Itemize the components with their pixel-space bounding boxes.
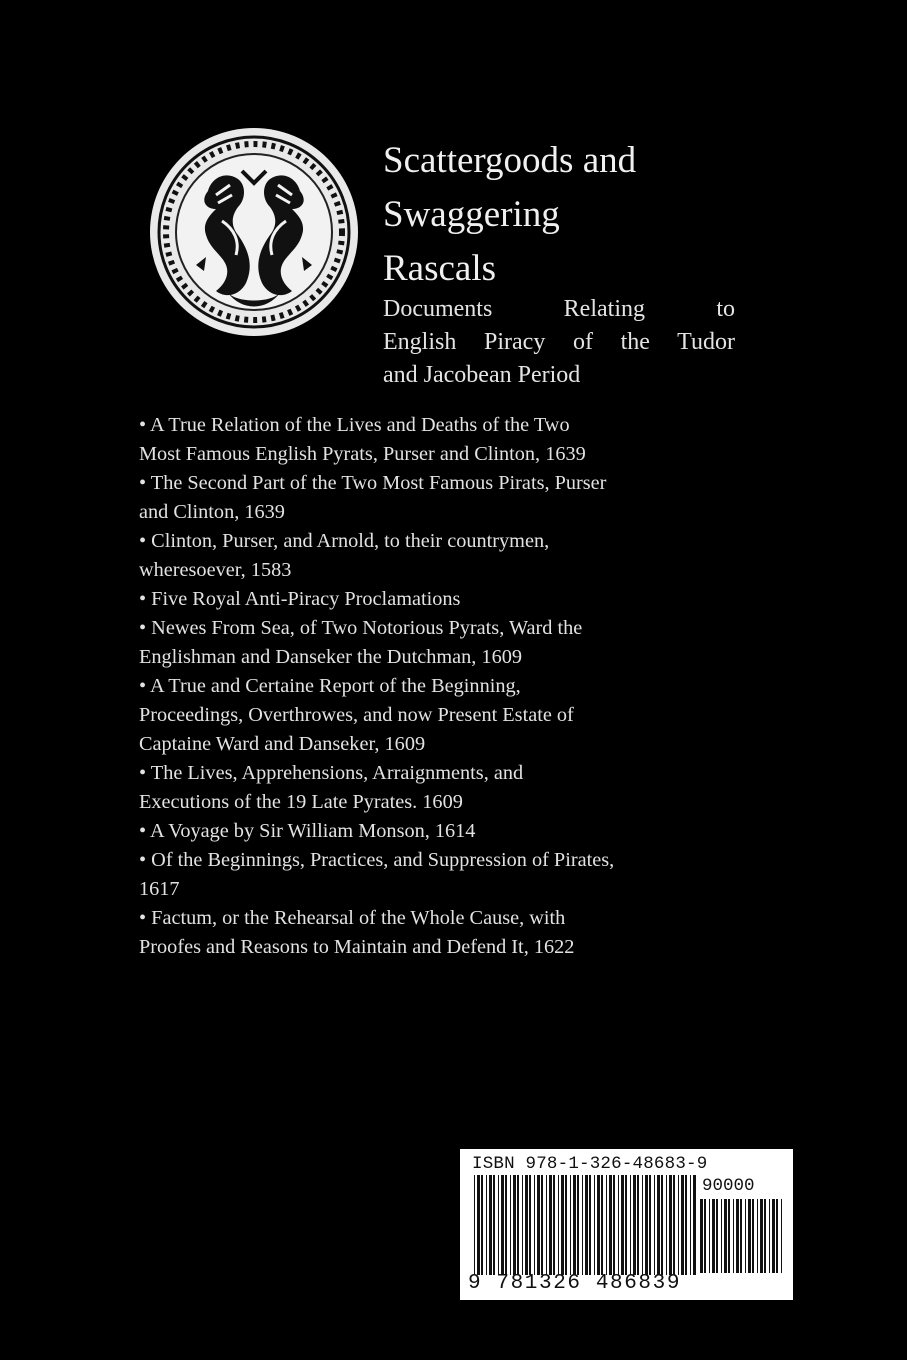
contents-line: Proofes and Reasons to Maintain and Defend It, 1622 [139, 936, 575, 958]
barcode-bar [764, 1199, 766, 1273]
barcode-bar [589, 1175, 591, 1275]
barcode-bar [477, 1175, 480, 1275]
barcode-bar [606, 1175, 607, 1275]
contents-line: • A True and Certaine Report of the Beginning, [139, 675, 521, 697]
barcode-bar [733, 1199, 734, 1273]
contents-line: and Clinton, 1639 [139, 501, 285, 523]
contents-line: Executions of the 19 Late Pyrates. 1609 [139, 791, 463, 813]
barcode-bar [728, 1199, 730, 1273]
contents-line: 1617 [139, 878, 180, 900]
barcode-bar [666, 1175, 667, 1275]
barcode-bar [748, 1199, 751, 1273]
barcode-bar [685, 1175, 687, 1275]
barcode-bar [501, 1175, 504, 1275]
barcode-bar [594, 1175, 595, 1275]
contents-item [139, 846, 759, 904]
barcode-bar [740, 1199, 742, 1273]
barcode-bar [522, 1175, 523, 1275]
barcode-bar [736, 1199, 739, 1273]
subtitle-line: English Piracy of the Tudor [383, 329, 735, 355]
barcode-bar [654, 1175, 655, 1275]
barcode-bar [776, 1199, 778, 1273]
barcode-bar [673, 1175, 675, 1275]
dragon-seal-icon [146, 125, 362, 340]
book-subtitle [383, 293, 735, 392]
subtitle-line: and Jacobean Period [383, 362, 581, 388]
barcode-bar [489, 1175, 492, 1275]
barcode-bar [625, 1175, 627, 1275]
barcode-bar [772, 1199, 775, 1273]
barcode-bar [601, 1175, 603, 1275]
title-line: Rascals [383, 248, 497, 289]
barcode-bar [637, 1175, 639, 1275]
contents-line: Most Famous English Pyrats, Purser and Clinton, 1639 [139, 443, 586, 465]
barcode-bar [700, 1199, 703, 1273]
barcode-bar [693, 1175, 696, 1275]
contents-line: • Newes From Sea, of Two Notorious Pyrats, Ward the [139, 617, 583, 639]
barcode-bar [704, 1199, 706, 1273]
barcode-bar [486, 1175, 487, 1275]
barcode-bar [549, 1175, 552, 1275]
contents-item [139, 411, 759, 469]
barcode-bar [712, 1199, 715, 1273]
title-line: Swaggering [383, 194, 560, 235]
barcode-bar [657, 1175, 660, 1275]
barcode-bar [565, 1175, 567, 1275]
barcode-bar [529, 1175, 531, 1275]
barcode-bar [757, 1199, 758, 1273]
barcode-bar [745, 1199, 746, 1273]
barcode-bar [769, 1199, 770, 1273]
barcode-bar [630, 1175, 631, 1275]
barcode-bar [537, 1175, 540, 1275]
barcode-bar [582, 1175, 583, 1275]
barcode-bar [553, 1175, 555, 1275]
barcode-bar [613, 1175, 615, 1275]
barcode-bar [760, 1199, 763, 1273]
barcode-bar [716, 1199, 718, 1273]
contents-line: • A Voyage by Sir William Monson, 1614 [139, 820, 476, 842]
barcode-digits: 9 781326 486839 [468, 1272, 682, 1295]
barcode-bar [573, 1175, 576, 1275]
contents-item [139, 585, 759, 614]
barcode-bar [498, 1175, 499, 1275]
subtitle-line: Documents Relating to [383, 296, 735, 322]
price-barcode-bars [700, 1199, 784, 1275]
contents-item [139, 614, 759, 672]
barcode-bar [546, 1175, 547, 1275]
barcode-bar [517, 1175, 519, 1275]
barcode-bar [752, 1199, 754, 1273]
contents-item [139, 469, 759, 527]
barcode-bar [609, 1175, 612, 1275]
contents-line: • The Lives, Apprehensions, Arraignments, and [139, 762, 524, 784]
barcode-bar [513, 1175, 516, 1275]
barcode-bar [661, 1175, 663, 1275]
contents-line: Englishman and Danseker the Dutchman, 1609 [139, 646, 522, 668]
barcode-bar [649, 1175, 651, 1275]
contents-list [139, 411, 759, 962]
barcode-bar [709, 1199, 710, 1273]
barcode-bar [474, 1175, 475, 1275]
barcode-bar [541, 1175, 543, 1275]
barcode-bar [510, 1175, 511, 1275]
contents-line: • Five Royal Anti-Piracy Proclamations [139, 588, 461, 610]
barcode-bar [633, 1175, 636, 1275]
barcode-bar [585, 1175, 588, 1275]
barcode-bar [645, 1175, 648, 1275]
barcode-bar [669, 1175, 672, 1275]
barcode-bar [561, 1175, 564, 1275]
barcode-bar [724, 1199, 727, 1273]
contents-item [139, 759, 759, 817]
title-line: Scattergoods and [383, 140, 637, 181]
contents-line: wheresoever, 1583 [139, 559, 292, 581]
contents-line: • The Second Part of the Two Most Famous Pirats, Purser [139, 472, 607, 494]
isbn-barcode [460, 1149, 793, 1300]
contents-item [139, 527, 759, 585]
barcode-bar [577, 1175, 579, 1275]
contents-line: • Clinton, Purser, and Arnold, to their countrymen, [139, 530, 550, 552]
barcode-bar [781, 1199, 782, 1273]
barcode-bar [558, 1175, 559, 1275]
barcode-bar [618, 1175, 619, 1275]
barcode-bar [678, 1175, 679, 1275]
barcode-bar [642, 1175, 643, 1275]
barcode-bar [493, 1175, 495, 1275]
barcode-bar [505, 1175, 507, 1275]
contents-line: • A True Relation of the Lives and Deaths of the Two [139, 414, 570, 436]
contents-line: • Factum, or the Rehearsal of the Whole Cause, with [139, 907, 566, 929]
barcode-bar [534, 1175, 535, 1275]
book-title [383, 134, 743, 296]
barcode-bar [721, 1199, 722, 1273]
barcode-bar [690, 1175, 691, 1275]
price-code: 90000 [702, 1176, 755, 1196]
isbn-label: ISBN 978-1-326-48683-9 [472, 1154, 708, 1174]
barcode-bar [481, 1175, 483, 1275]
contents-line: Captaine Ward and Danseker, 1609 [139, 733, 426, 755]
contents-item [139, 904, 759, 962]
contents-item [139, 672, 759, 759]
barcode-bar [681, 1175, 684, 1275]
barcode-bar [597, 1175, 600, 1275]
barcode-bar [621, 1175, 624, 1275]
contents-line: • Of the Beginnings, Practices, and Suppression of Pirates, [139, 849, 615, 871]
barcode-bar [525, 1175, 528, 1275]
barcode-bars [474, 1175, 696, 1277]
contents-line: Proceedings, Overthrowes, and now Present Estate of [139, 704, 574, 726]
contents-item [139, 817, 759, 846]
barcode-bar [570, 1175, 571, 1275]
